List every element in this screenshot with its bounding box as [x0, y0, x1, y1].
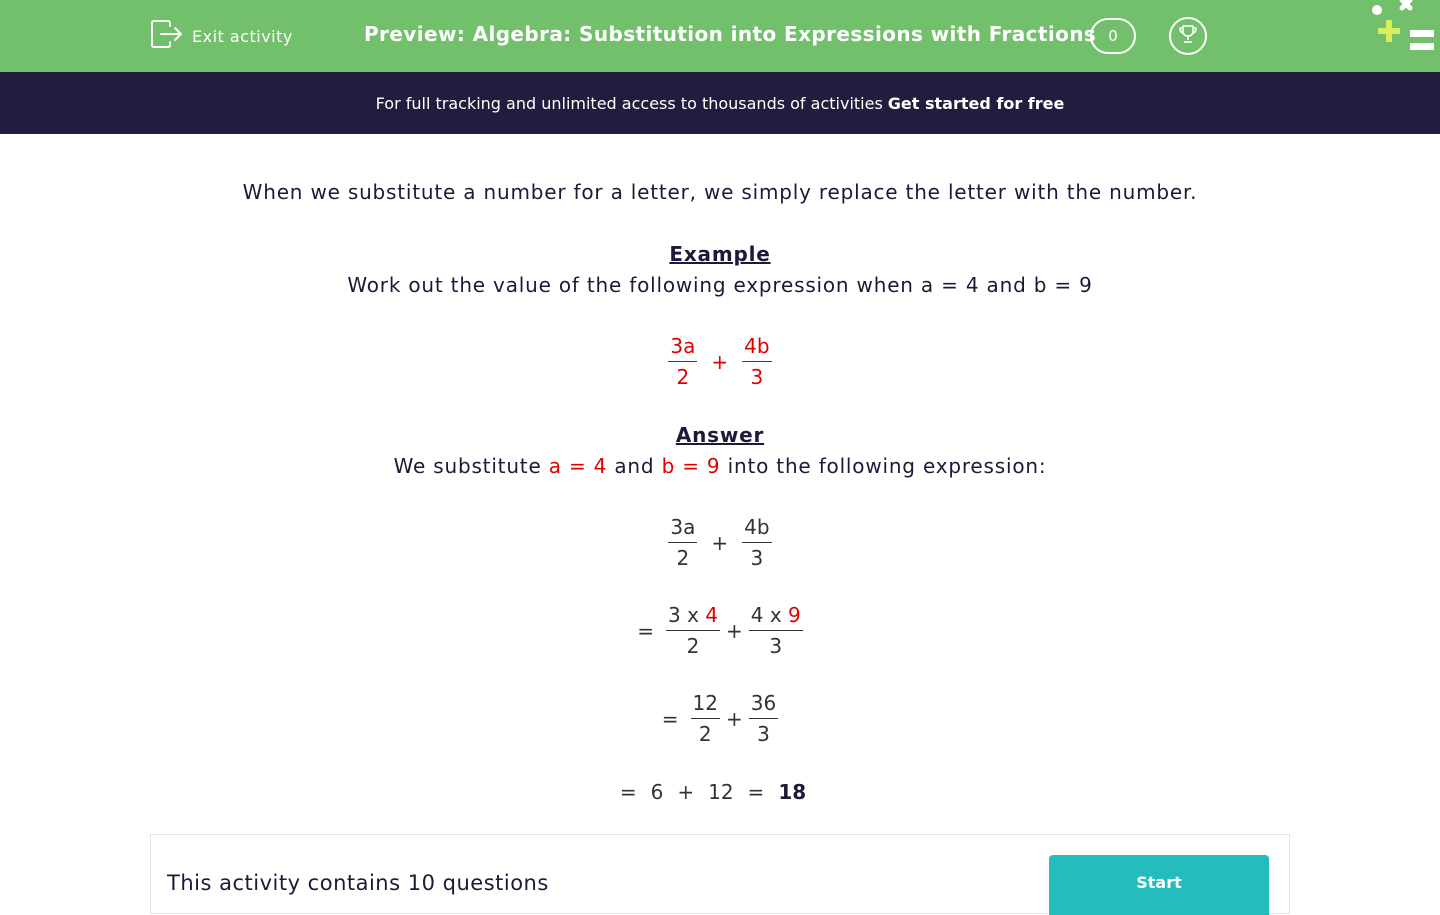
fraction: $\frac{12}{2}$ — [692, 691, 718, 746]
get-started-link[interactable]: Get started for free — [887, 93, 1065, 113]
step-1-expression: $\frac{3a}{2}$ + $\frac{4b}{3}$ — [670, 515, 770, 570]
trophy-icon — [1175, 21, 1201, 51]
fraction: $\frac{4 x 9}{3}$ — [750, 603, 801, 658]
score-badge: 0 — [1090, 18, 1136, 54]
fraction: $\frac{36}{3}$ — [750, 691, 777, 746]
fraction: $\frac{3 x 4}{2}$ — [667, 603, 718, 658]
step-3-simplified: = $\frac{12}{2}$ + $\frac{36}{3}$ — [661, 691, 777, 746]
step-2-substitution: = $\frac{3 x 4}{2}$ + $\frac{4 x 9}{3}$ — [637, 603, 801, 658]
question-count-text: This activity contains 10 questions — [167, 871, 549, 895]
fraction: $\frac{3a}{2}$ — [670, 334, 696, 389]
fraction: $\frac{3a}{2}$ — [670, 515, 696, 570]
upgrade-banner — [0, 72, 1440, 134]
final-answer: 18 — [778, 780, 807, 804]
banner-text: For full tracking and unlimited access to thousands of activities — [375, 93, 883, 113]
top-bar — [0, 0, 1440, 72]
fraction: $\frac{4b}{3}$ — [744, 515, 770, 570]
example-heading: Example — [669, 242, 771, 266]
trophy-button[interactable] — [1169, 17, 1207, 55]
exit-activity-button[interactable] — [150, 20, 293, 52]
activity-title: Preview: Algebra: Substitution into Expressions with Fractions — [364, 22, 1097, 46]
answer-heading: Answer — [675, 423, 765, 447]
logo — [1366, 0, 1440, 58]
answer-sentence: We substitute a = 4 and b = 9 into the following expression: — [393, 454, 1047, 478]
step-4-result: = 6 + 12 = 18 — [619, 780, 807, 804]
start-button[interactable]: Start — [1049, 855, 1269, 915]
fraction: $\frac{4b}{3}$ — [744, 334, 770, 389]
example-prompt: Work out the value of the following expression when a = 4 and b = 9 — [347, 273, 1093, 297]
example-expression: $\frac{3a}{2}$ + $\frac{4b}{3}$ — [670, 334, 770, 389]
activity-info-panel — [150, 834, 1290, 914]
intro-text: When we substitute a number for a letter, we simply replace the letter with the number. — [242, 180, 1198, 204]
exit-activity-label: Exit activity — [192, 26, 293, 46]
exit-icon — [150, 19, 184, 53]
